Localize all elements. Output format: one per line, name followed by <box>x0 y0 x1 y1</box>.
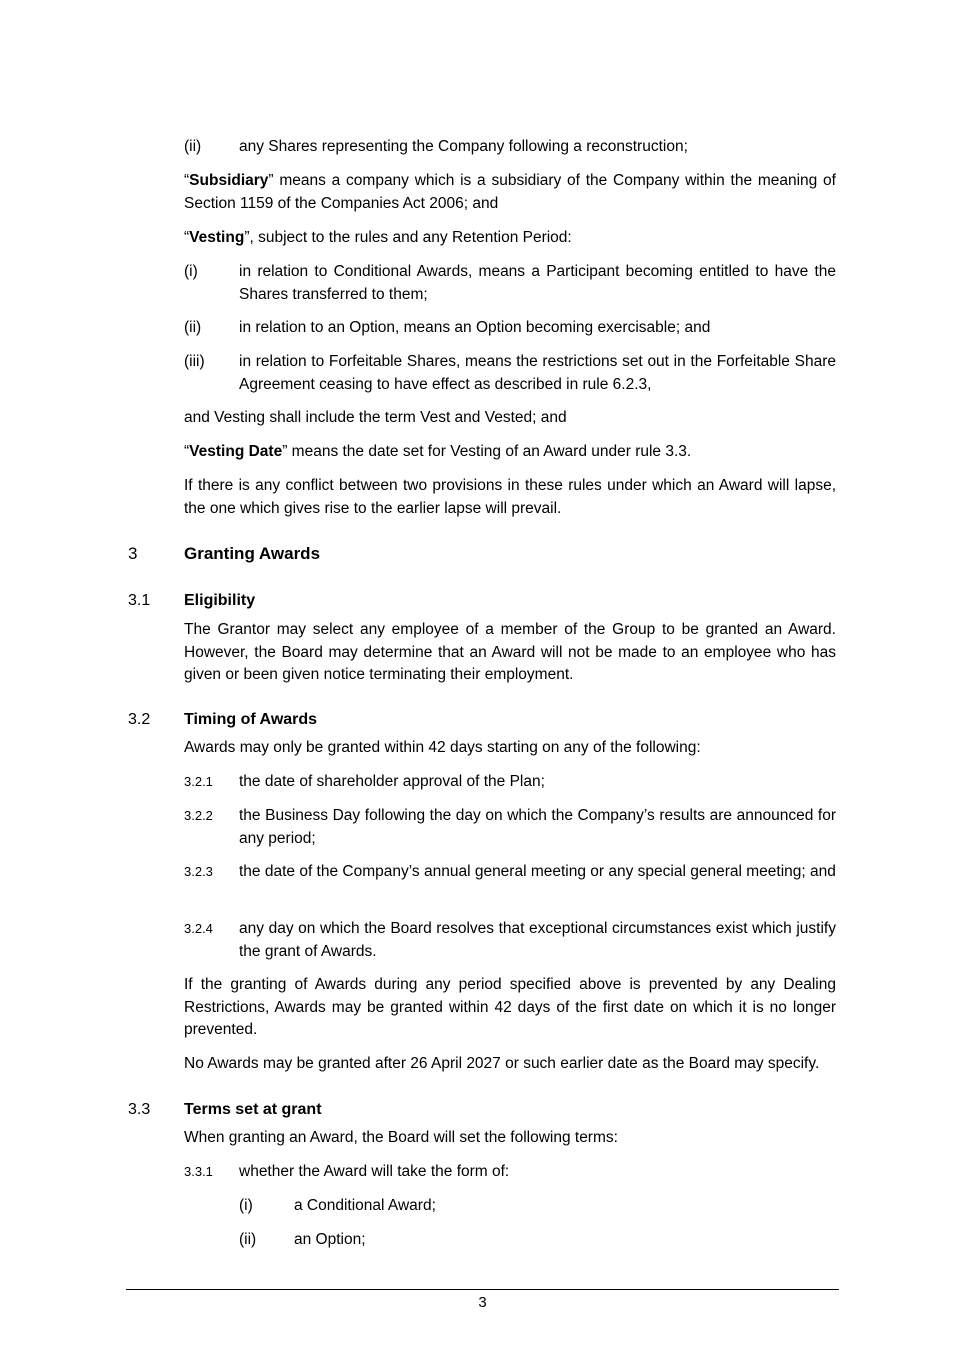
item-text: any day on which the Board resolves that exceptional circumstances exist which justify the grant of Awards. <box>239 920 836 960</box>
item-number: 3.2.4 <box>184 921 213 936</box>
timing-deadline-paragraph: No Awards may be granted after 26 April 2027 or such earlier date as the Board may specify. <box>184 1055 820 1072</box>
definition-vesting-date: “Vesting Date” means the date set for Vesting of an Award under rule 3.3. <box>184 443 692 460</box>
defined-term: Vesting Date <box>189 443 283 460</box>
subsection-number: 3.2 <box>128 711 151 728</box>
footer-divider <box>126 1289 839 1290</box>
section-title: Granting Awards <box>184 544 321 563</box>
timing-intro: Awards may only be granted within 42 days starting on any of the following: <box>184 739 701 756</box>
item-number: (i) <box>184 263 198 280</box>
conflict-paragraph: If there is any conflict between two provisions in these rules under which an Award will lapse, the one which gives rise to the earlier lapse will prevail. <box>184 477 836 517</box>
defined-term: Subsidiary <box>189 172 269 189</box>
page-number: 3 <box>478 1294 487 1311</box>
item-text: in relation to Conditional Awards, means a Participant becoming entitled to have the Shares transferred to them; <box>239 263 836 303</box>
item-number: 3.3.1 <box>184 1164 213 1179</box>
item-number: (iii) <box>184 353 205 370</box>
item-number: 3.2.3 <box>184 864 213 879</box>
item-number: 3.2.2 <box>184 808 213 823</box>
eligibility-paragraph: The Grantor may select any employee of a member of the Group to be granted an Award. However, the Board may determine that an Award will not be made to an employee who has given or been given notice terminating their employment. <box>184 621 836 683</box>
subsection-number: 3.3 <box>128 1101 151 1118</box>
item-text: in relation to Forfeitable Shares, means the restrictions set out in the Forfeitable Share Agreement ceasing to have effect as described in rule 6.2.3, <box>239 353 836 393</box>
subsection-title: Terms set at grant <box>184 1101 322 1118</box>
item-number: (ii) <box>184 138 202 155</box>
item-text: a Conditional Award; <box>294 1197 436 1214</box>
section-number: 3 <box>128 544 138 563</box>
definition-subsidiary: “Subsidiary” means a company which is a subsidiary of the Company within the meaning of Section 1159 of the Companies Act 2006; and <box>184 172 836 212</box>
item-text: an Option; <box>294 1231 366 1248</box>
item-text: the date of the Company’s annual general meeting or any special general meeting; and <box>239 863 836 880</box>
definition-vesting: “Vesting”, subject to the rules and any Retention Period: <box>184 229 572 246</box>
subsection-title: Timing of Awards <box>184 711 318 728</box>
timing-paragraph: If the granting of Awards during any period specified above is prevented by any Dealing Restrictions, Awards may be granted within 42 days of the first date on which it is no longer prevented. <box>184 976 836 1038</box>
item-text: any Shares representing the Company following a reconstruction; <box>239 138 688 155</box>
definition-closing: and Vesting shall include the term Vest and Vested; and <box>184 409 567 426</box>
item-number: (ii) <box>184 319 202 336</box>
item-text: in relation to an Option, means an Option becoming exercisable; and <box>239 319 711 336</box>
subsection-number: 3.1 <box>128 592 151 609</box>
item-number: (ii) <box>239 1231 257 1248</box>
terms-intro: When granting an Award, the Board will set the following terms: <box>184 1129 618 1146</box>
item-text: the date of shareholder approval of the Plan; <box>239 773 545 790</box>
item-number: 3.2.1 <box>184 774 213 789</box>
item-number: (i) <box>239 1197 253 1214</box>
subsection-title: Eligibility <box>184 592 256 609</box>
defined-term: Vesting <box>189 229 245 246</box>
item-text: the Business Day following the day on which the Company’s results are announced for any period; <box>239 807 836 847</box>
item-text: whether the Award will take the form of: <box>239 1163 510 1180</box>
